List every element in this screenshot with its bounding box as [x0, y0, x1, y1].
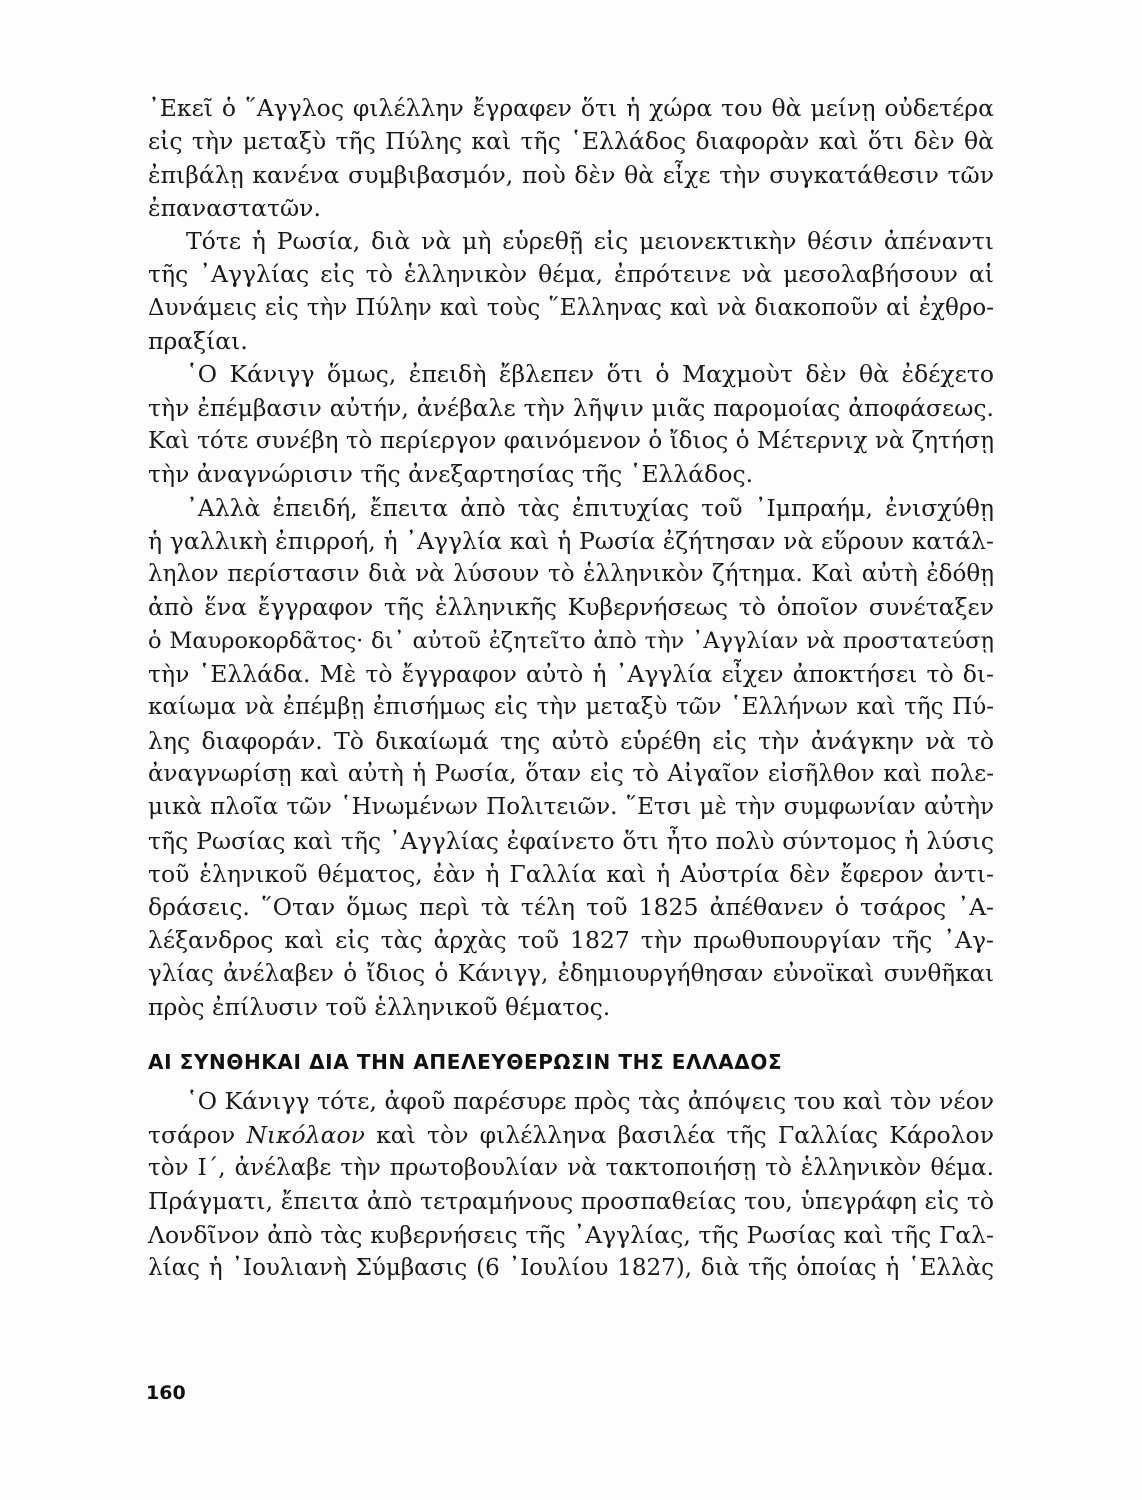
text-line: ἡ γαλλικὴ ἐπιρροή, ἡ ᾽Αγγλία καὶ ἡ Ρωσία ἐζήτησαν νὰ εὕρουν κατάλ-	[148, 526, 994, 555]
text-line: ἐπιβάλῃ κανένα συμβιβασμόν, ποὺ δὲν θὰ εἶχε τὴν συγκατάθεσιν τῶν	[148, 160, 994, 189]
text-line: Καὶ τότε συνέβη τὸ περίεργον φαινόμενον ὁ ἴδιος ὁ Μέτερνιχ νὰ ζητήσῃ	[148, 427, 994, 454]
italic-name: Νικόλαον	[246, 1120, 365, 1149]
text-line: δράσεις. ῞Οταν ὅμως περὶ τὰ τέλη τοῦ 1825 ἀπέθανεν ὁ τσάρος ᾽Α-	[148, 893, 994, 922]
text-line: τὸν Ι΄, ἀνέλαβε τὴν πρωτοβουλίαν νὰ τακτοποιήσῃ τὸ ἑλληνικὸν θέμα.	[148, 1154, 994, 1181]
text-line: μικὰ πλοῖα τῶν ῾Ηνωμένων Πολιτειῶν. ῞Ετσι μὲ τὴν συμφωνίαν αὐτὴν	[148, 794, 994, 821]
paragraph-1	[148, 92, 994, 225]
text-line: λέξανδρος καὶ εἰς τὰς ἀρχὰς τοῦ 1827 τὴν πρωθυπουργίαν τῆς ᾽Αγ-	[148, 926, 994, 955]
text-line: Λονδῖνον ἀπὸ τὰς κυβερνήσεις τῆς ᾽Αγγλίας, τῆς Ρωσίας καὶ τῆς Γαλ-	[148, 1220, 994, 1249]
text-line: λίας ἡ ᾽Ιουλιανὴ Σύμβασις (6 ᾽Ιουλίου 1827), διὰ τῆς ὁποίας ἡ ῾Ελλὰς	[148, 1254, 994, 1281]
text-line	[148, 1119, 994, 1152]
text-line: πραξίαι.	[148, 327, 248, 356]
text-line: Πράγματι, ἔπειτα ἀπὸ τετραμήνους προσπαθείας του, ὑπεγράφη εἰς τὸ	[148, 1187, 994, 1216]
text-line: τῆς Ρωσίας καὶ τῆς ᾽Αγγλίας ἐφαίνετο ὅτι ἦτο πολὺ σύντομος ἡ λύσις	[148, 826, 994, 855]
text-line: ὁ Μαυροκορδᾶτος· δι᾽ αὐτοῦ ἐζητεῖτο ἀπὸ τὴν ᾽Αγγλίαν νὰ προστατεύσῃ	[148, 627, 994, 654]
text-line: εἰς τὴν μεταξὺ τῆς Πύλης καὶ τῆς ῾Ελλάδος διαφορὰν καὶ ὅτι δὲν θὰ	[148, 127, 994, 156]
text-line: ἐπαναστατῶν.	[148, 193, 321, 222]
text-line: τοῦ ἑληνικοῦ θέματος, ἐὰν ἡ Γαλλία καὶ ἡ Αὐστρία δὲν ἔφερον ἀντι-	[148, 859, 994, 888]
text-line: Τότε ἡ Ρωσία, διὰ νὰ μὴ εὑρεθῇ εἰς μειονεκτικὴν θέσιν ἀπέναντι	[186, 227, 994, 256]
text-line: καίωμα νὰ ἐπέμβῃ ἐπισήμως εἰς τὴν μεταξὺ τῶν ῾Ελλήνων καὶ τῆς Πύ-	[148, 694, 994, 721]
text-line: γλίας ἀνέλαβεν ὁ ἴδιος ὁ Κάνιγγ, ἐδημιουργήθησαν εὐνοϊκαὶ συνθῆκαι	[148, 960, 994, 987]
text-line: ᾽Αλλὰ ἐπειδή, ἔπειτα ἀπὸ τὰς ἐπιτυχίας τοῦ ᾽Ιμπραήμ, ἐνισχύθῃ	[186, 493, 994, 522]
text-line: ἀπὸ ἕνα ἔγγραφον τῆς ἑλληνικῆς Κυβερνήσεως τὸ ὁποῖον συνέταξεν	[148, 593, 994, 622]
text-segment: τσάρον	[148, 1120, 247, 1149]
paragraph-5	[148, 1085, 994, 1285]
text-line: λης διαφοράν. Τὸ δικαίωμά της αὐτὸ εὑρέθη εἰς τὴν ἀνάγκην νὰ τὸ	[148, 726, 994, 755]
text-line: τὴν ἀναγνώρισιν τῆς ἀνεξαρτησίας τῆς ῾Ελλάδος.	[148, 460, 754, 489]
text-line: τῆς ᾽Αγγλίας εἰς τὸ ἑλληνικὸν θέμα, ἐπρότεινε νὰ μεσολαβήσουν αἱ	[148, 260, 994, 289]
text-line: πρὸς ἐπίλυσιν τοῦ ἑλληνικοῦ θέματος.	[148, 993, 611, 1022]
text-line: τὴν ῾Ελλάδα. Μὲ τὸ ἔγγραφον αὐτὸ ἡ ᾽Αγγλία εἶχεν ἀποκτήσει τὸ δι-	[148, 660, 994, 689]
text-line: ληλον περίστασιν διὰ νὰ λύσουν τὸ ἑλληνικὸν ζήτημα. Καὶ αὐτὴ ἐδόθῃ	[148, 561, 994, 588]
section-heading: ΑΙ ΣΥΝΘΗΚΑΙ ΔΙΑ ΤΗΝ ΑΠΕΛΕΥΘΕΡΩΣΙΝ ΤΗΣ ΕΛΛΑΔΟΣ	[148, 1050, 783, 1075]
paragraph-3	[148, 358, 994, 491]
text-line: ῾Ο Κάνιγγ τότε, ἀφοῦ παρέσυρε πρὸς τὰς ἀπόψεις του καὶ τὸν νέον	[186, 1087, 994, 1116]
main-text	[148, 92, 994, 1285]
paragraph-2	[148, 225, 994, 358]
text-segment: καὶ τὸν φιλέλληνα βασιλέα τῆς Γαλλίας Κάρολον	[364, 1120, 994, 1149]
text-line: ἀναγνωρίσῃ καὶ αὐτὴ ἡ Ρωσία, ὅταν εἰς τὸ Αἰγαῖον εἰσῆλθον καὶ πολε-	[148, 760, 994, 787]
text-line: ῾Ο Κάνιγγ ὅμως, ἐπειδὴ ἔβλεπεν ὅτι ὁ Μαχμοὺτ δὲν θὰ ἐδέχετο	[186, 360, 994, 389]
text-line: τὴν ἐπέμβασιν αὐτήν, ἀνέβαλε τὴν λῆψιν μιᾶς παρομοίας ἀποφάσεως.	[148, 393, 994, 422]
text-line: Δυνάμεις εἰς τὴν Πύλην καὶ τοὺς ῞Ελληνας καὶ νὰ διακοποῦν αἱ ἐχθρο-	[148, 294, 994, 321]
paragraph-4	[148, 492, 994, 1025]
page-number: 160	[146, 1382, 186, 1404]
text-line: ᾽Εκεῖ ὁ ῞Αγγλος φιλέλλην ἔγραφεν ὅτι ἡ χώρα του θὰ μείνῃ οὐδετέρα	[148, 94, 994, 122]
